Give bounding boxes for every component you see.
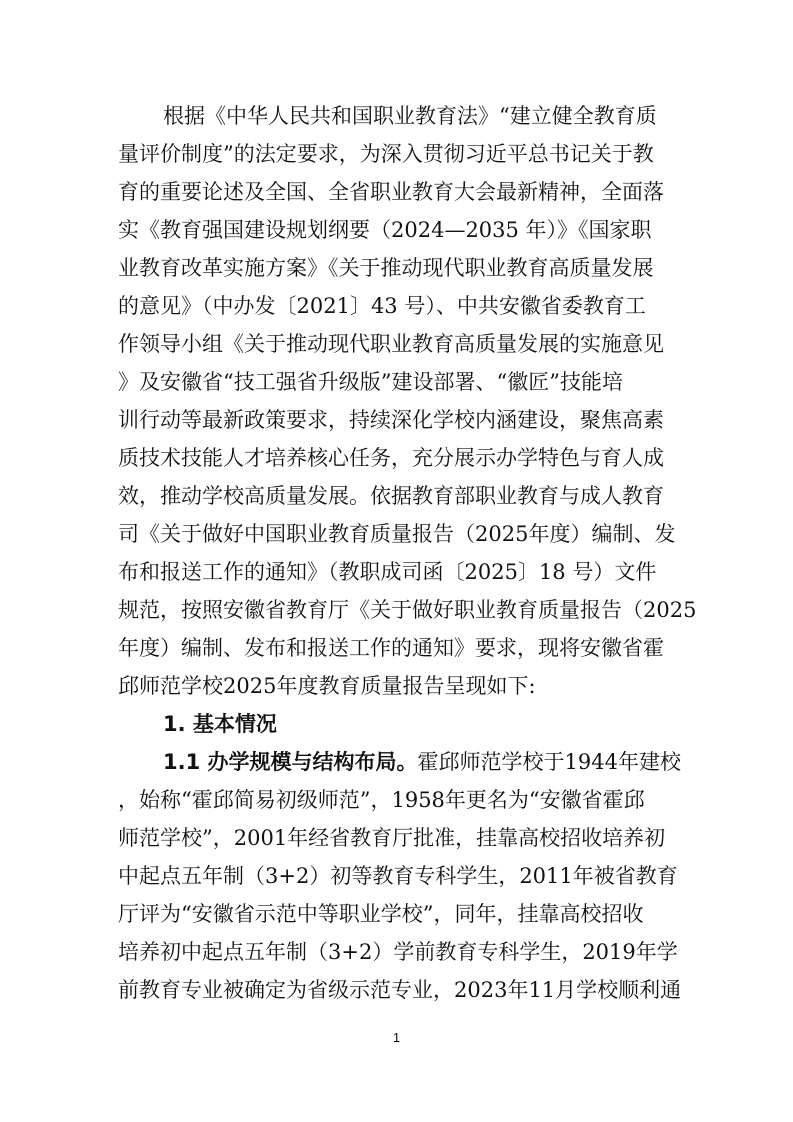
subsection-first-line-rest: 霍邱师范学校于1944年建校 <box>417 750 681 774</box>
intro-line-2: 量评价制度”的法定要求，为深入贯彻习近平总书记关于教 <box>118 142 654 166</box>
intro-line-14: 规范，按照安徽省教育厅《关于做好职业教育质量报告（2025 <box>118 598 697 622</box>
subsection-line-7: 前教育专业被确定为省级示范专业，2023年11月学校顺利通 <box>118 978 682 1002</box>
intro-line-11: 效，推动学校高质量发展。依据教育部职业教育与成人教育 <box>118 484 664 508</box>
intro-line-9: 训行动等最新政策要求，持续深化学校内涵建设，聚焦高素 <box>118 408 664 432</box>
intro-line-15: 年度）编制、发布和报送工作的通知》要求，现将安徽省霍 <box>118 636 664 660</box>
intro-line-7: 作领导小组《关于推动现代职业教育高质量发展的实施意见 <box>118 332 664 356</box>
subsection-line-6: 培养初中起点五年制（3+2）学前教育专科学生，2019年学 <box>118 940 678 964</box>
intro-line-12: 司《关于做好中国职业教育质量报告（2025年度）编制、发 <box>118 522 676 546</box>
subsection-line-3: 师范学校”，2001年经省教育厅批准，挂靠高校招收培养初 <box>118 826 666 850</box>
intro-line-4: 实《教育强国建设规划纲要（2024—2035 年）》《国家职 <box>118 218 652 242</box>
intro-line-13: 布和报送工作的通知》（教职成司函〔2025〕18 号）文件 <box>118 560 657 584</box>
subsection-line-4: 中起点五年制（3+2）初等教育专科学生，2011年被省教育 <box>118 864 678 888</box>
intro-line-6: 的意见》（中办发〔2021〕43 号）、中共安徽省委教育工 <box>118 294 646 318</box>
subsection-first-line <box>163 748 681 776</box>
subsection-line-2: ，始称“霍邱简易初级师范”，1958年更名为“安徽省霍邱 <box>118 788 645 812</box>
section-heading: 1. 基本情况 <box>163 712 277 736</box>
page-number: 1 <box>392 1030 401 1045</box>
intro-line-8: 》及安徽省“技工强省升级版”建设部署、“徽匠”技能培 <box>118 370 623 394</box>
subsection-title: 1.1 办学规模与结构布局。 <box>163 750 418 774</box>
intro-line-1: 根据《中华人民共和国职业教育法》“建立健全教育质 <box>163 104 657 128</box>
intro-line-5: 业教育改革实施方案》《关于推动现代职业教育高质量发展 <box>118 256 654 280</box>
intro-line-3: 育的重要论述及全国、全省职业教育大会最新精神，全面落 <box>118 180 664 204</box>
intro-line-10: 质技术技能人才培养核心任务，充分展示办学特色与育人成 <box>118 446 664 470</box>
subsection-line-5: 厅评为“安徽省示范中等职业学校”，同年，挂靠高校招收 <box>118 902 644 926</box>
intro-line-16: 邱师范学校2025年度教育质量报告呈现如下: <box>118 674 536 698</box>
